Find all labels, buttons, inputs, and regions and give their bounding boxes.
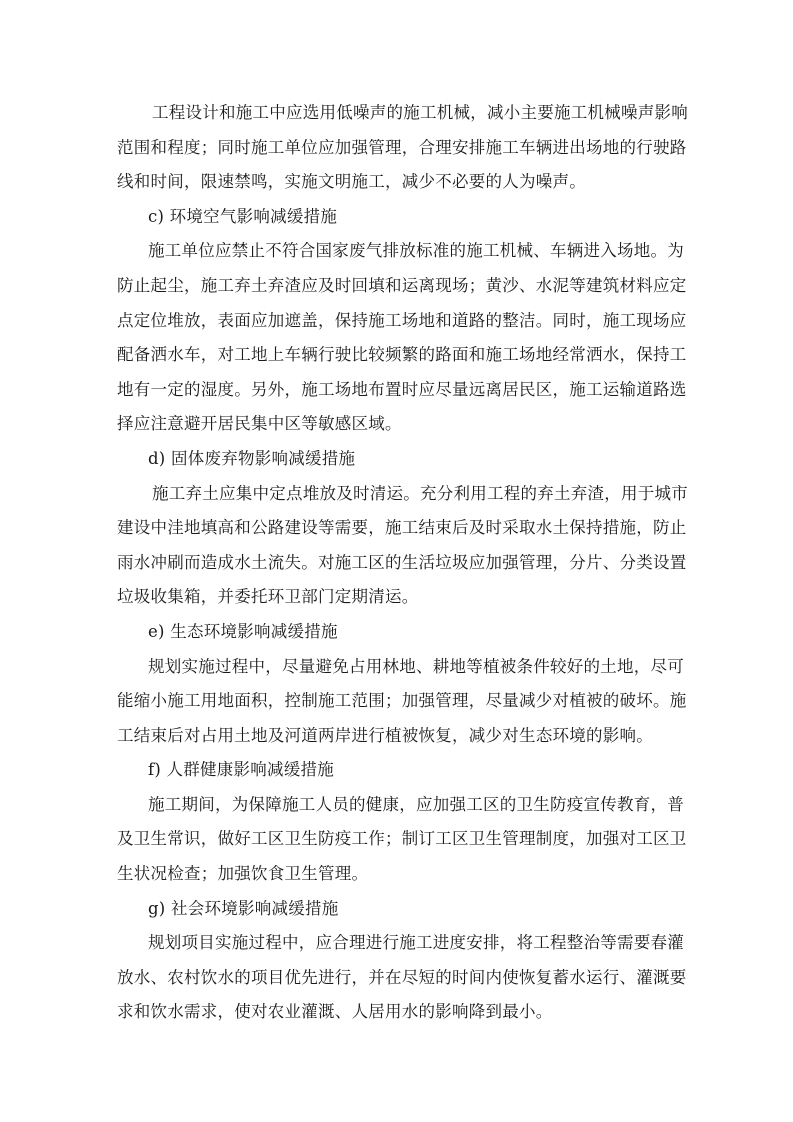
text-line: 及卫生常识，做好工区卫生防疫工作；制订工区卫生管理制度，加强对工区卫 — [117, 829, 687, 849]
text-line: 施工弃土应集中定点堆放及时清运。充分利用工程的弃土弃渣，用于城市 — [152, 483, 688, 503]
text-line: 防止起尘，施工弃土弃渣应及时回填和运离现场；黄沙、水泥等建筑材料应定 — [117, 275, 687, 295]
text-line: 施工期间，为保障施工人员的健康，应加强工区的卫生防疫宣传教育，普 — [148, 794, 684, 814]
heading-public-health: f) 人群健康影响减缓措施 — [148, 760, 335, 780]
text-line: 范围和程度；同时施工单位应加强管理，合理安排施工车辆进出场地的行驶路 — [117, 137, 687, 157]
paragraph-public-health — [117, 788, 687, 892]
text-line: 地有一定的湿度。另外，施工场地布置时应尽量远离居民区，施工运输道路选 — [117, 379, 687, 399]
text-line: 求和饮水需求，使对农业灌溉、人居用水的影响降到最小。 — [117, 1002, 553, 1022]
text-line: 放水、农村饮水的项目优先进行，并在尽短的时间内使恢复蓄水运行、灌溉要 — [117, 967, 687, 987]
heading-ecology: e) 生态环境影响减缓措施 — [148, 621, 338, 641]
text-line: 点定位堆放，表面应加遮盖，保持施工场地和道路的整洁。同时，施工现场应 — [117, 310, 687, 330]
paragraph-social-environment — [117, 926, 687, 1030]
paragraph-ecology — [117, 650, 687, 754]
text-line: 垃圾收集箱，并委托环卫部门定期清运。 — [117, 587, 419, 607]
heading-social-environment: g) 社会环境影响减缓措施 — [148, 898, 339, 918]
text-line: 雨水冲刷而造成水土流失。对施工区的生活垃圾应加强管理，分片、分类设置 — [117, 552, 687, 572]
document-page — [117, 96, 688, 1030]
text-line: 线和时间，限速禁鸣，实施文明施工，减少不必要的人为噪声。 — [117, 172, 586, 192]
text-line: 配备洒水车，对工地上车辆行驶比较频繁的路面和施工场地经常洒水，保持工 — [117, 345, 687, 365]
text-line: 规划项目实施过程中，应合理进行施工进度安排，将工程整治等需要春灌 — [148, 933, 684, 953]
paragraph-noise-mitigation — [117, 96, 688, 200]
text-line: 择应注意避开居民集中区等敏感区域。 — [117, 414, 402, 434]
text-line: 建设中洼地填高和公路建设等需要，施工结束后及时采取水土保持措施，防止 — [117, 518, 687, 538]
heading-solid-waste: d) 固体废弃物影响减缓措施 — [148, 448, 356, 468]
paragraph-air-quality — [117, 234, 687, 442]
heading-air-quality: c) 环境空气影响减缓措施 — [148, 206, 338, 226]
text-line: 工程设计和施工中应选用低噪声的施工机械，减小主要施工机械噪声影响 — [152, 103, 688, 122]
text-line: 规划实施过程中，尽量避免占用林地、耕地等植被条件较好的土地，尽可 — [148, 656, 684, 676]
text-line: 生状况检查；加强饮食卫生管理。 — [117, 864, 369, 884]
text-line: 能缩小施工用地面积，控制施工范围；加强管理，尽量减少对植被的破坏。施 — [117, 691, 687, 711]
paragraph-solid-waste — [117, 477, 688, 615]
text-line: 工结束后对占用土地及河道两岸进行植被恢复，减少对生态环境的影响。 — [117, 725, 653, 745]
text-line: 施工单位应禁止不符合国家废气排放标准的施工机械、车辆进入场地。为 — [148, 241, 684, 261]
